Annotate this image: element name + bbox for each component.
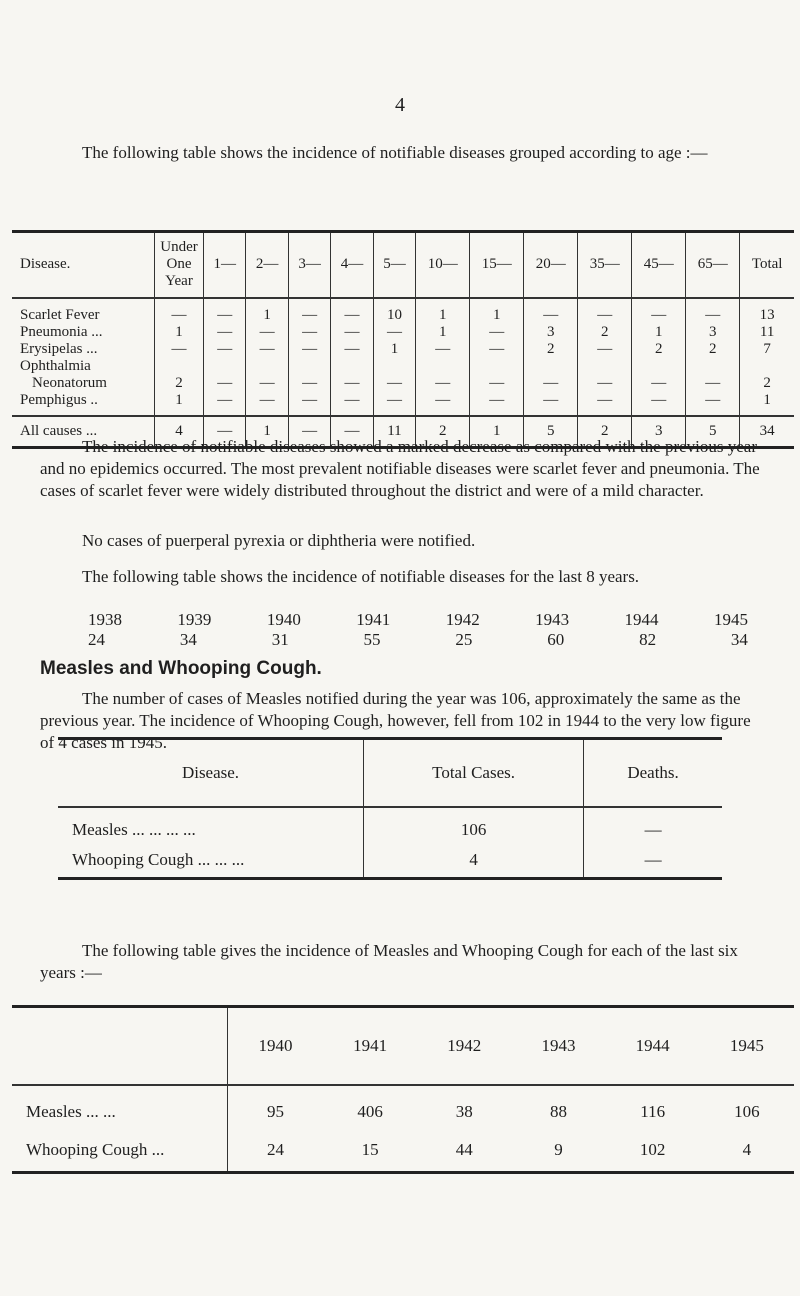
table-cell: 2 — [524, 341, 578, 358]
table-cell: Measles ... ... — [12, 1085, 228, 1129]
header-cell: Disease. — [12, 232, 155, 298]
table-cell: 2 — [686, 341, 740, 358]
year-label: 1945 — [713, 610, 748, 629]
table-cell — [331, 358, 373, 375]
table-cell: — — [524, 375, 578, 392]
table-cell: 1 — [373, 341, 415, 358]
eight-years-year-row — [88, 610, 748, 630]
table-cell: — — [331, 298, 373, 324]
eight-years-intro: The following table shows the incidence of notifiable diseases for the last 8 years. — [82, 567, 640, 586]
year-label: 1939 — [177, 610, 212, 629]
year-value: 24 — [88, 630, 105, 649]
year-value: 60 — [547, 630, 565, 649]
year-label: 1944 — [624, 610, 659, 629]
no-cases-paragraph: No cases of puerperal pyrexia or diphtheria were notified. — [82, 531, 476, 550]
header-cell: 4— — [331, 232, 373, 298]
table-header-row — [12, 1007, 794, 1085]
table-cell: — — [246, 324, 288, 341]
table-cell: — — [204, 375, 246, 392]
page-number: 4 — [395, 94, 405, 116]
six-years-table — [12, 1005, 794, 1174]
table-cell: — — [632, 375, 686, 392]
header-cell — [12, 1007, 228, 1085]
table-cell: 2 — [578, 416, 632, 448]
age-incidence-table — [12, 230, 794, 449]
table-cell: — — [204, 392, 246, 416]
header-cell: 35— — [578, 232, 632, 298]
table-cell: — — [470, 375, 524, 392]
table-row — [12, 298, 794, 324]
table-cell: — — [632, 298, 686, 324]
table-cell: 2 — [578, 324, 632, 341]
table-cell: 15 — [361, 1139, 379, 1159]
table-cell: — — [416, 341, 470, 358]
table-cell: — — [373, 375, 415, 392]
table-cell: — — [331, 392, 373, 416]
year-label: 1940 — [266, 610, 301, 629]
table-cell — [288, 358, 330, 375]
table-cell: 3 — [524, 324, 578, 341]
table-cell: Pemphigus .. — [12, 392, 155, 416]
header-cell: 1942 — [447, 1035, 482, 1055]
table-cell: 95 — [267, 1101, 284, 1121]
year-value: 55 — [363, 630, 381, 649]
table-cell: — — [155, 298, 204, 324]
table-cell: — — [644, 849, 662, 869]
year-label: 1941 — [356, 610, 391, 629]
table-cell: — — [288, 341, 330, 358]
table-cell: 1 — [246, 298, 288, 324]
intro-paragraph: The following table shows the incidence of notifiable diseases grouped according to age :— — [82, 143, 708, 162]
section-heading: Measles and Whooping Cough. — [40, 658, 322, 679]
table-cell: — — [524, 392, 578, 416]
table-row — [12, 341, 794, 358]
table-cell: Erysipelas ... — [12, 341, 155, 358]
table-cell: 2 — [632, 341, 686, 358]
table-cell: — — [288, 392, 330, 416]
table-cell: 4 — [364, 843, 584, 879]
table-cell: All causes ... — [12, 416, 155, 448]
header-cell: 45— — [632, 232, 686, 298]
table-cell — [246, 358, 288, 375]
table-cell: 13 — [759, 306, 775, 323]
table-cell: — — [578, 341, 632, 358]
table-cell: — — [288, 416, 330, 448]
table-cell: Pneumonia ... — [12, 324, 155, 341]
table-cell: — — [578, 392, 632, 416]
header-cell: 1— — [204, 232, 246, 298]
table-cell: 1 — [763, 391, 771, 408]
table-cell: 1 — [246, 416, 288, 448]
table-cell: 406 — [357, 1101, 383, 1121]
header-cell: 10— — [416, 232, 470, 298]
header-cell: Total Cases. — [364, 739, 584, 807]
table-cell: 1 — [155, 392, 204, 416]
cases-deaths-table — [58, 737, 722, 880]
table-cell: 1 — [470, 298, 524, 324]
measles-paragraph: The number of cases of Measles notified during the year was 106, approximately the same as the previous year. The incidence of Whooping Cough, however, fell from 102 in 1944 to the very low figure of 4 cases in 1945. — [40, 689, 751, 752]
table-cell: — — [416, 392, 470, 416]
table-cell: — — [331, 324, 373, 341]
table-row — [12, 324, 794, 341]
header-cell: Under One Year — [155, 232, 204, 298]
table-cell: 1 — [155, 324, 204, 341]
header-cell: 15— — [470, 232, 524, 298]
table-cell: 1 — [470, 416, 524, 448]
six-years-intro: The following table gives the incidence of Measles and Whooping Cough for each of the last six years :— — [40, 941, 738, 982]
table-cell — [470, 358, 524, 375]
header-cell: 1940 — [258, 1035, 293, 1055]
table-cell — [155, 358, 204, 375]
table-cell: 116 — [640, 1101, 666, 1121]
table-cell: 24 — [267, 1139, 284, 1159]
table-cell: — — [416, 375, 470, 392]
table-cell: — — [331, 375, 373, 392]
table-cell: 11 — [373, 416, 415, 448]
table-cell — [686, 358, 740, 375]
table-cell: 9 — [554, 1139, 563, 1159]
table-header-row — [12, 232, 794, 298]
table-cell: — — [470, 341, 524, 358]
year-value: 34 — [730, 630, 748, 649]
table-cell — [632, 358, 686, 375]
table-row — [12, 358, 794, 375]
table-cell: 106 — [364, 807, 584, 843]
table-row — [58, 807, 722, 843]
table-cell: — — [204, 324, 246, 341]
year-label: 1943 — [535, 610, 570, 629]
table-row — [12, 1129, 794, 1173]
header-cell: 1941 — [353, 1035, 388, 1055]
table-cell: Whooping Cough ... — [12, 1129, 228, 1173]
header-cell: 2— — [246, 232, 288, 298]
table-cell: — — [578, 298, 632, 324]
table-row — [58, 843, 722, 879]
table-cell: 4 — [742, 1139, 752, 1159]
table-cell: 102 — [639, 1139, 666, 1159]
table-cell: 5 — [686, 416, 740, 448]
table-cell: 4 — [155, 416, 204, 448]
table-cell: — — [524, 298, 578, 324]
table-cell: — — [204, 341, 246, 358]
header-cell: 20— — [524, 232, 578, 298]
table-cell: 1 — [416, 298, 470, 324]
table-cell: 1 — [632, 324, 686, 341]
year-label: 1938 — [88, 610, 122, 629]
table-cell: 7 — [763, 340, 771, 357]
table-cell: — — [686, 375, 740, 392]
table-cell: 11 — [759, 323, 775, 340]
header-cell: 1944 — [635, 1035, 670, 1055]
table-cell: — — [632, 392, 686, 416]
header-cell: 5— — [373, 232, 415, 298]
table-header-row — [58, 739, 722, 807]
table-cell: — — [644, 819, 662, 839]
table-cell: 3 — [632, 416, 686, 448]
table-cell: 5 — [524, 416, 578, 448]
table-cell — [416, 358, 470, 375]
table-cell: 10 — [373, 298, 415, 324]
table-cell: 2 — [763, 374, 771, 391]
table-cell: 88 — [549, 1101, 567, 1121]
year-value: 31 — [271, 630, 289, 649]
table-cell — [204, 358, 246, 375]
table-cell: — — [578, 375, 632, 392]
table-cell: — — [470, 392, 524, 416]
header-cell: 3— — [288, 232, 330, 298]
table-cell: — — [246, 392, 288, 416]
table-cell: Neonatorum — [12, 375, 155, 392]
year-value: 25 — [455, 630, 473, 649]
table-cell: 34 — [759, 422, 775, 439]
header-cell: Disease. — [58, 739, 364, 807]
table-cell — [578, 358, 632, 375]
table-cell: — — [331, 416, 373, 448]
table-cell: 44 — [455, 1139, 473, 1159]
table-row — [12, 375, 794, 392]
table-cell: Scarlet Fever — [12, 298, 155, 324]
table-cell — [740, 358, 794, 375]
summary-paragraph: The incidence of notifiable diseases showed a marked decrease as compared with the previous year and no epidemics occurred. The most prevalent notifiable diseases were scarlet fever and pneumonia. The cases of scarlet fever were widely distributed throughout the district and were of a mild character. — [40, 437, 760, 500]
table-cell: — — [373, 392, 415, 416]
year-label: 1942 — [445, 610, 480, 629]
table-cell: — — [288, 324, 330, 341]
table-cell: — — [470, 324, 524, 341]
header-cell: 1945 — [729, 1035, 764, 1055]
table-row — [12, 392, 794, 416]
table-cell: — — [331, 341, 373, 358]
table-cell — [524, 358, 578, 375]
table-cell: 2 — [416, 416, 470, 448]
table-cell: — — [686, 298, 740, 324]
table-cell: — — [204, 416, 246, 448]
table-cell: — — [246, 341, 288, 358]
table-cell: Ophthalmia — [12, 358, 155, 375]
header-cell: Deaths. — [627, 762, 679, 782]
header-cell: Total — [751, 256, 783, 273]
table-cell — [373, 358, 415, 375]
table-cell: 106 — [734, 1101, 760, 1121]
table-cell: 1 — [416, 324, 470, 341]
table-cell: 2 — [155, 375, 204, 392]
eight-years-value-row — [88, 630, 748, 650]
table-cell: Measles ... ... ... ... — [58, 807, 364, 843]
table-cell: 3 — [686, 324, 740, 341]
table-cell: Whooping Cough ... ... ... — [58, 843, 364, 879]
table-cell: — — [155, 341, 204, 358]
table-cell: — — [288, 375, 330, 392]
table-cell: — — [288, 298, 330, 324]
table-cell: — — [246, 375, 288, 392]
table-cell: — — [686, 392, 740, 416]
table-cell: — — [204, 298, 246, 324]
year-value: 82 — [639, 630, 657, 649]
table-cell: — — [373, 324, 415, 341]
table-cell: 38 — [455, 1101, 473, 1121]
table-row — [12, 1085, 794, 1129]
year-value: 34 — [179, 630, 197, 649]
header-cell: 1943 — [541, 1035, 576, 1055]
header-cell: 65— — [686, 232, 740, 298]
